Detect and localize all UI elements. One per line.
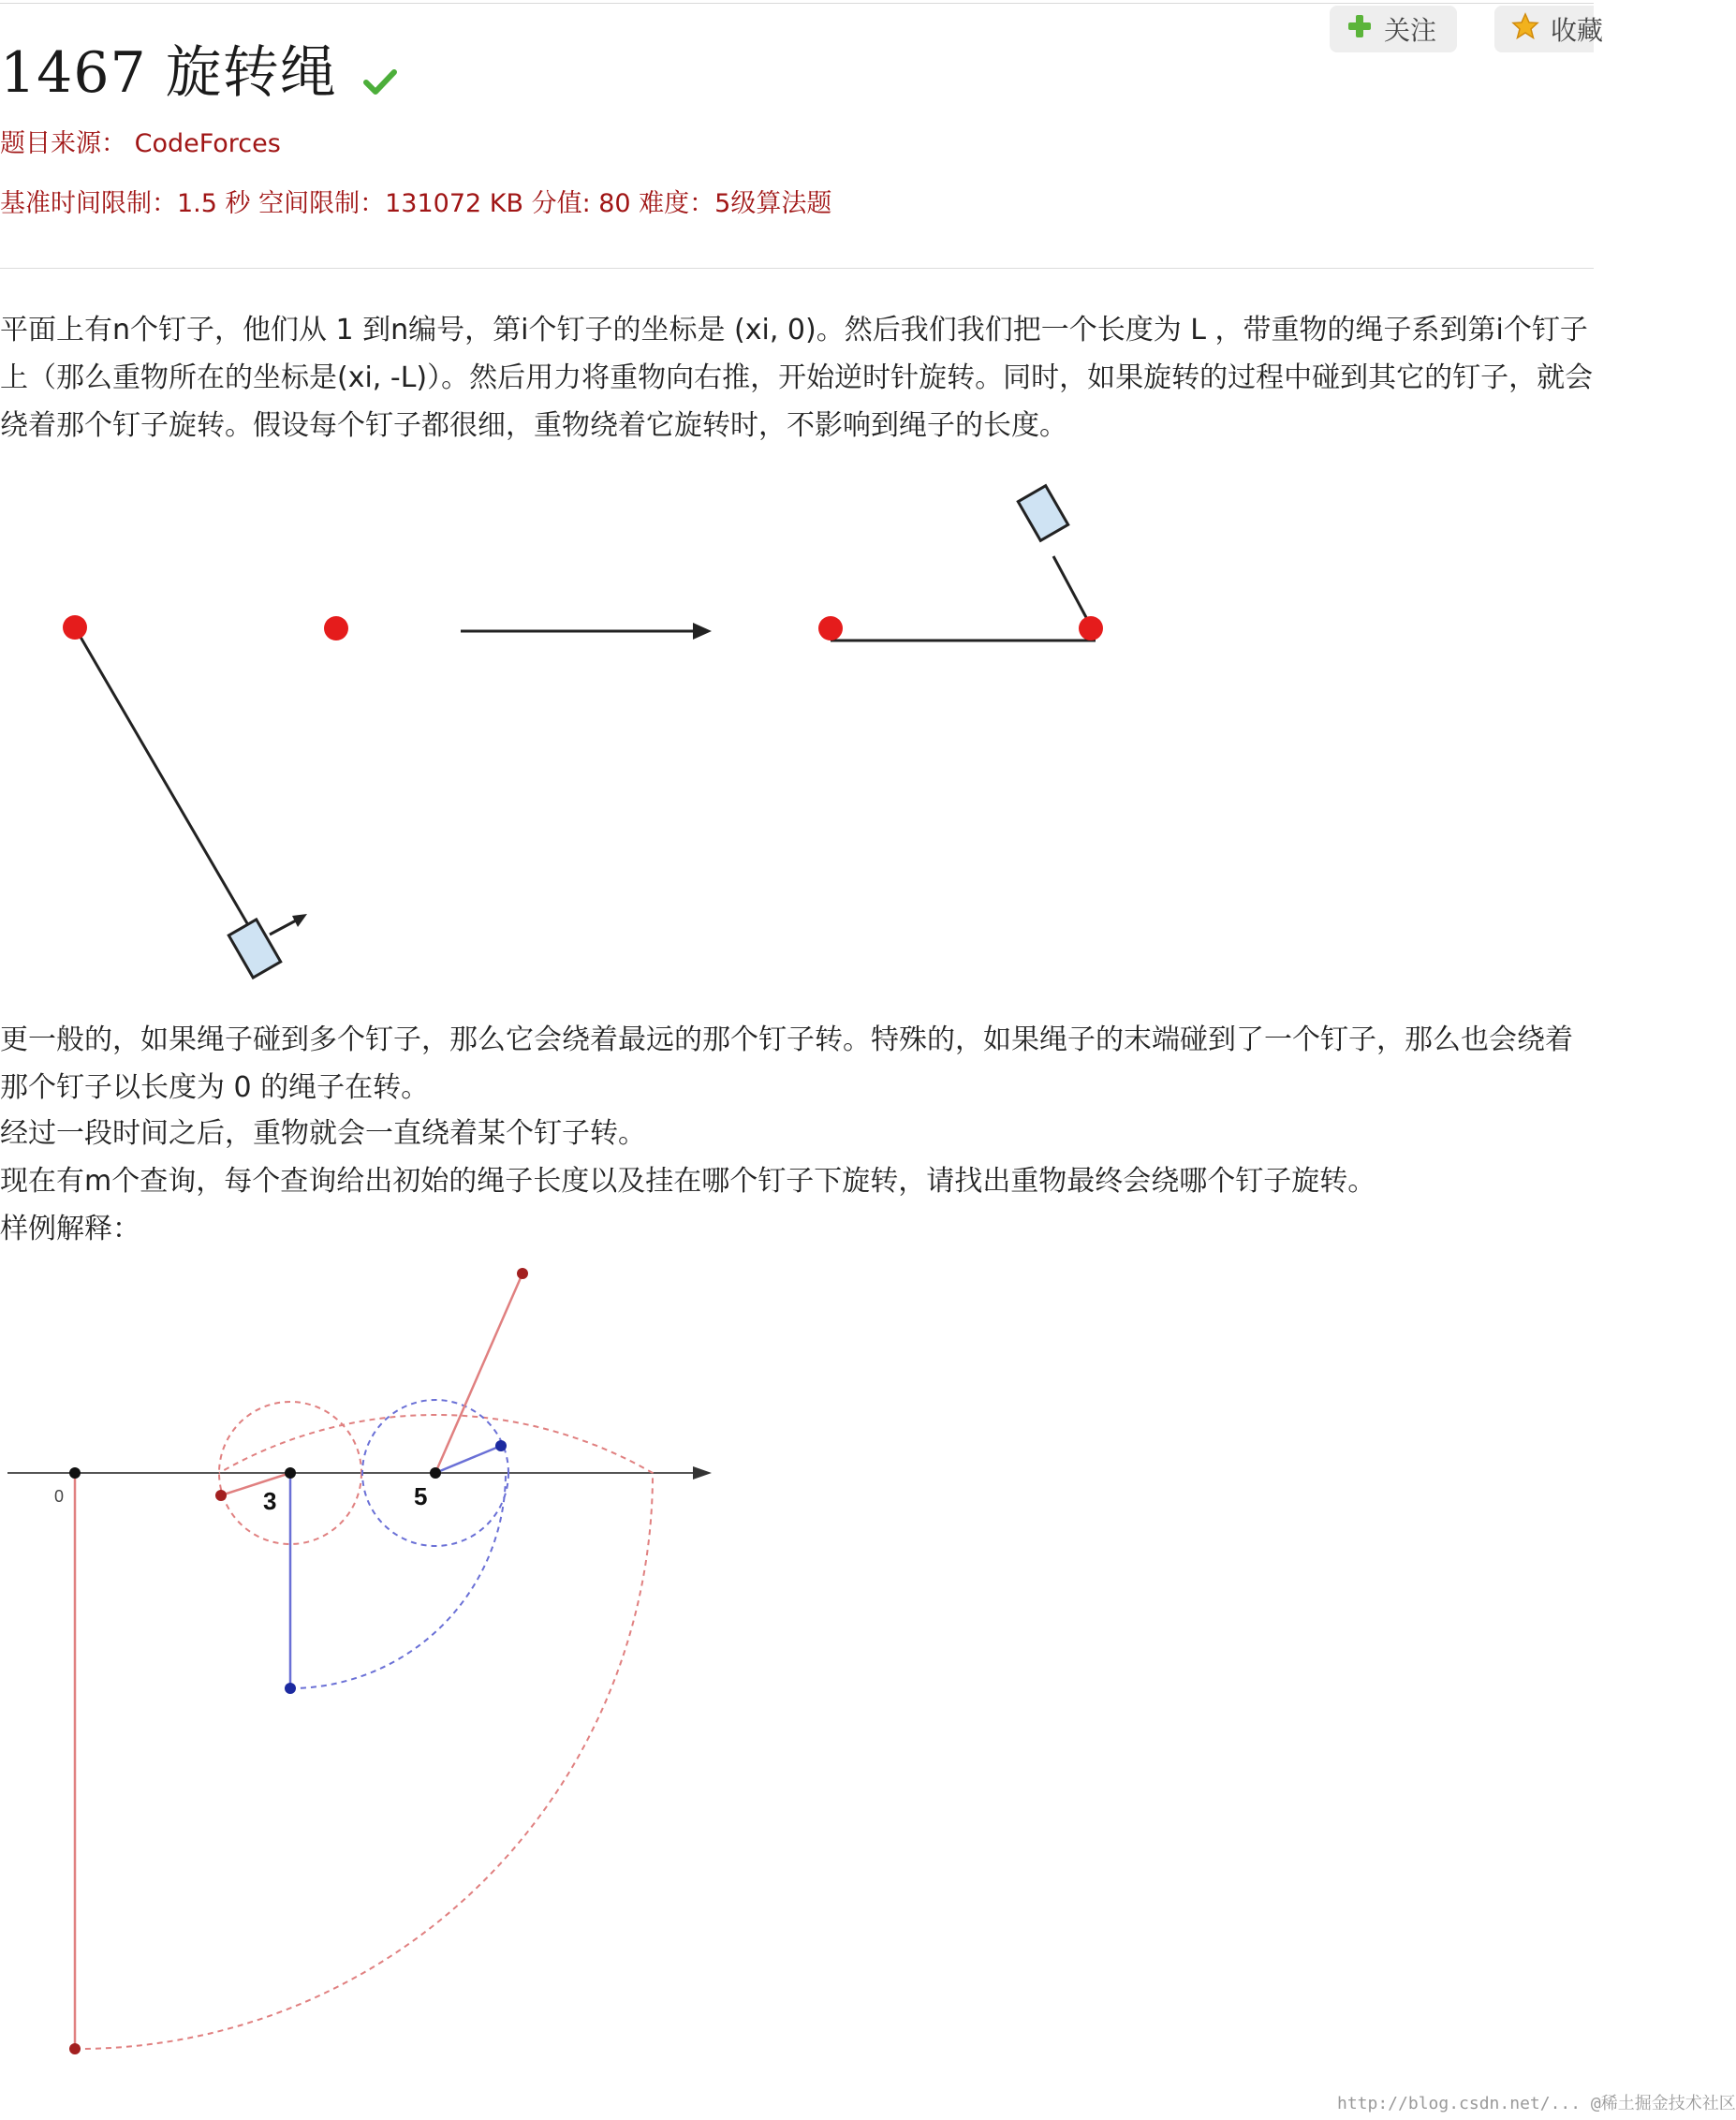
source-label: 题目来源： — [0, 129, 126, 158]
rope-rotation-diagram — [0, 468, 1594, 993]
problem-title — [0, 28, 397, 110]
axis-label-3: 3 — [263, 1487, 277, 1515]
nail-left-1 — [63, 615, 87, 640]
nail-3 — [285, 1467, 296, 1479]
problem-number: 1467 — [0, 40, 147, 106]
source-link[interactable]: CodeForces — [134, 129, 281, 158]
check-icon — [363, 44, 397, 110]
star-icon — [1511, 12, 1539, 47]
rope-left — [75, 627, 257, 941]
blue-arc-lower — [290, 1473, 506, 1688]
weight-right — [1018, 486, 1067, 541]
follow-label: 关注 — [1384, 15, 1437, 46]
weight-red-bottom — [69, 2043, 81, 2054]
weight-left — [228, 920, 280, 978]
top-rule — [0, 3, 1594, 4]
axis-label-0: 0 — [54, 1487, 65, 1506]
weight-blue-bottom — [285, 1683, 296, 1694]
weight-red-top — [517, 1268, 528, 1279]
nail-5 — [430, 1467, 441, 1479]
statement-paragraph-1: 平面上有n个钉子，他们从 1 到n编号，第i个钉子的坐标是 (xi, 0)。然后我们我们把一个长度为 L ，带重物的绳子系到第i个钉子上（那么重物所在的坐标是(xi, -L)）。然后用力将重物向右推，开始逆时针旋转。同时，如果旋转的过程中碰到其它的钉子，就会绕着那个钉子旋转。假设每个钉子都很细，重物绕着它旋转时，不影响到绳子的长度。 — [0, 314, 1594, 442]
plus-icon — [1346, 13, 1373, 46]
push-arrow — [270, 920, 298, 935]
problem-source — [0, 123, 281, 159]
favorite-label: 收藏 — [1551, 15, 1604, 46]
big-red-arc — [75, 1415, 653, 2049]
red-rope-short — [221, 1473, 290, 1495]
sample-explanation-diagram — [0, 1255, 749, 2069]
statement-paragraph-5: 样例解释： — [0, 1213, 140, 1245]
transition-arrow-head — [693, 623, 712, 640]
watermark: http://blog.csdn.net/... @稀土掘金技术社区 — [1337, 2094, 1736, 2113]
nail-left-2 — [324, 616, 348, 640]
weight-blue-small — [495, 1440, 507, 1451]
header-divider — [0, 268, 1594, 269]
red-rope-upper — [435, 1273, 522, 1473]
axis-label-5: 5 — [414, 1482, 428, 1510]
nail-right-1 — [818, 616, 843, 640]
nail-right-2 — [1079, 616, 1103, 640]
weight-red-small — [215, 1490, 227, 1501]
statement-paragraph-2: 更一般的，如果绳子碰到多个钉子，那么它会绕着最远的那个钉子转。特殊的，如果绳子的末端碰到了一个钉子，那么也会绕着那个钉子以长度为 0 的绳子在转。 — [0, 1023, 1573, 1104]
problem-name: 旋转绳 — [165, 40, 337, 106]
nail-0 — [69, 1467, 81, 1479]
follow-button[interactable] — [1330, 6, 1457, 52]
statement-paragraph-3: 经过一段时间之后，重物就会一直绕着某个钉子转。 — [0, 1117, 646, 1150]
x-axis-arrow — [693, 1466, 712, 1480]
problem-limits: 基准时间限制：1.5 秒 空间限制：131072 KB 分值: 80 难度：5级算法题 — [0, 189, 832, 218]
statement-paragraph-4: 现在有m个查询，每个查询给出初始的绳子长度以及挂在哪个钉子下旋转，请找出重物最终会绕哪个钉子旋转。 — [0, 1165, 1376, 1198]
favorite-button[interactable] — [1494, 6, 1604, 52]
